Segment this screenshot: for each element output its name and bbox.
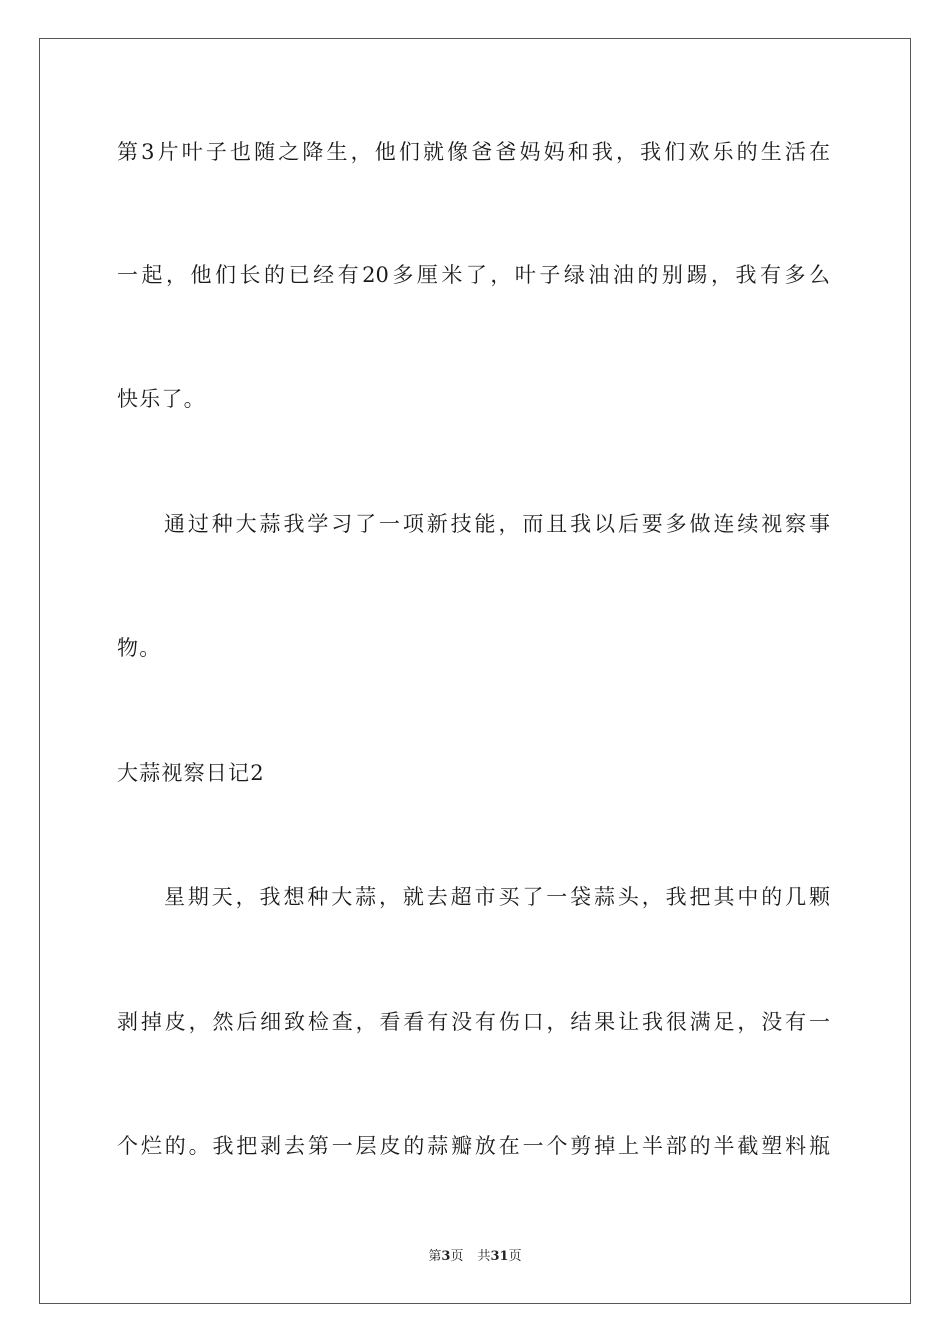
body-text-line: 快乐了。 — [117, 387, 206, 411]
body-text-line: 通过种大蒜我学习了一项新技能，而且我以后要多做连续视察事 — [164, 512, 830, 536]
body-text-line: 物。 — [117, 636, 162, 660]
section-heading: 大蒜视察日记2 — [117, 761, 265, 785]
body-text-line: 个烂的。我把剥去第一层皮的蒜瓣放在一个剪掉上半部的半截塑料瓶 — [117, 1134, 830, 1158]
page-footer — [0, 1248, 950, 1266]
footer-page-suffix: 页 — [450, 1249, 464, 1264]
footer-page-number: 3 — [441, 1249, 451, 1264]
footer-total-suffix: 页 — [508, 1249, 522, 1264]
body-text-line: 第3片叶子也随之降生，他们就像爸爸妈妈和我，我们欢乐的生活在 — [117, 140, 830, 164]
body-text-line: 一起，他们长的已经有20多厘米了，叶子绿油油的别踢，我有多么 — [117, 263, 830, 287]
footer-total-number: 31 — [490, 1249, 509, 1264]
page-frame — [39, 38, 911, 1304]
body-text-line: 星期天，我想种大蒜，就去超市买了一袋蒜头，我把其中的几颗 — [164, 885, 830, 909]
footer-page-prefix: 第 — [428, 1249, 442, 1264]
body-text-line: 剥掉皮，然后细致检查，看看有没有伤口，结果让我很满足，没有一 — [117, 1010, 830, 1034]
footer-total-prefix: 共 — [477, 1249, 491, 1264]
